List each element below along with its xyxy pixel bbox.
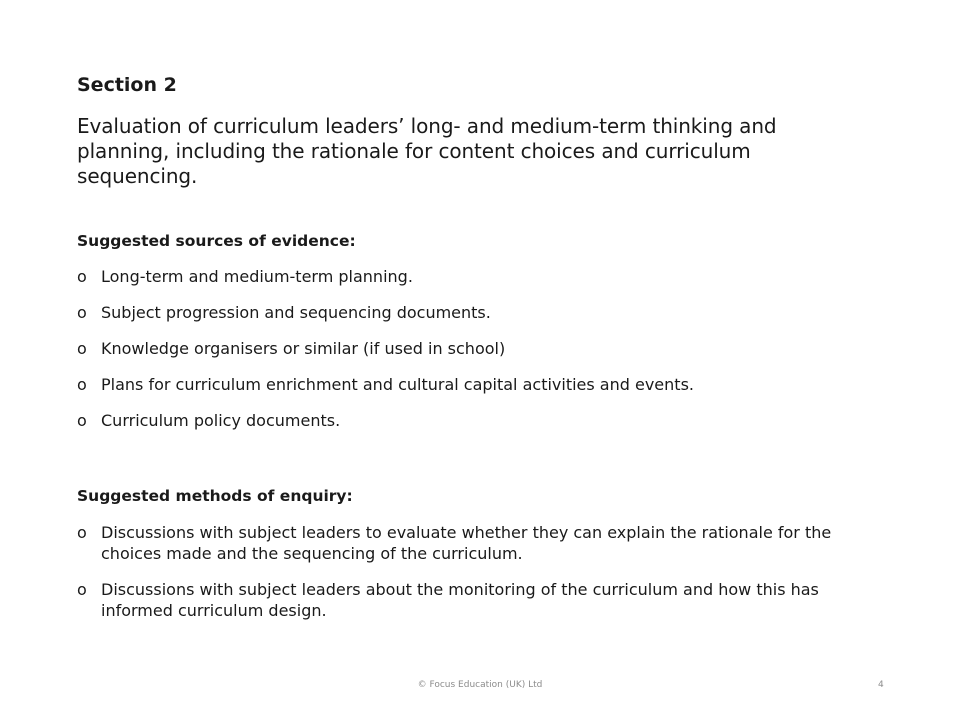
list-item-text: Knowledge organisers or similar (if used in school) (101, 339, 506, 358)
evidence-list (77, 266, 887, 446)
list-item (77, 302, 887, 323)
page-number: 4 (878, 680, 884, 690)
list-item-text: Discussions with subject leaders to evaluate whether they can explain the rationale for the choices made and the sequencing of the curriculum. (101, 523, 832, 563)
section-title: Evaluation of curriculum leaders’ long- and medium-term thinking and planning, including the rationale for content choices and curriculum sequencing. (77, 114, 777, 188)
list-item-text: Subject progression and sequencing documents. (101, 303, 491, 322)
list-item (77, 374, 887, 395)
list-item (77, 522, 887, 564)
bullet-marker: o (77, 411, 87, 430)
list-item (77, 410, 887, 431)
list-item (77, 266, 887, 287)
evidence-heading: Suggested sources of evidence: (77, 232, 356, 250)
bullet-marker: o (77, 267, 87, 286)
list-item-text: Discussions with subject leaders about the monitoring of the curriculum and how this has informed curriculum design. (101, 580, 819, 620)
section-label: Section 2 (77, 74, 177, 96)
bullet-marker: o (77, 339, 87, 358)
bullet-marker: o (77, 580, 87, 599)
list-item (77, 579, 887, 621)
footer-copyright: © Focus Education (UK) Ltd (417, 680, 543, 690)
bullet-marker: o (77, 375, 87, 394)
list-item-text: Plans for curriculum enrichment and cultural capital activities and events. (101, 375, 694, 394)
list-item-text: Long-term and medium-term planning. (101, 267, 413, 286)
list-item-text: Curriculum policy documents. (101, 411, 341, 430)
list-item (77, 338, 887, 359)
bullet-marker: o (77, 523, 87, 542)
enquiry-list (77, 522, 887, 636)
enquiry-heading: Suggested methods of enquiry: (77, 487, 353, 505)
bullet-marker: o (77, 303, 87, 322)
